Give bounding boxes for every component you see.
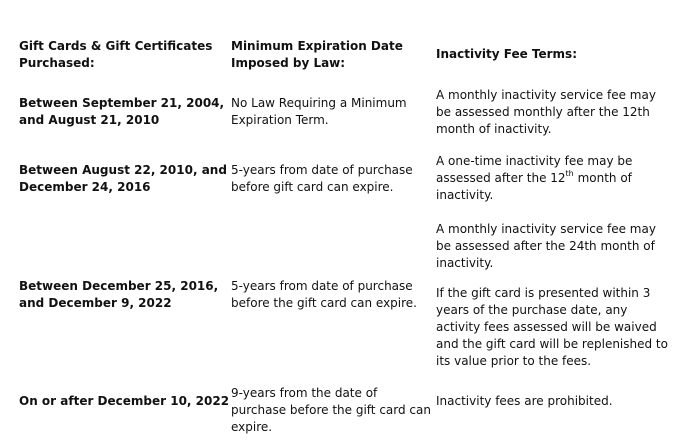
row-1-expiration: No Law Requiring a Minimum Expiration Term. bbox=[231, 96, 407, 127]
row-4-expiration: 9-years from the date of purchase before the gift card can expire. bbox=[231, 386, 431, 434]
row-3-period: Between December 25, 2016, and December 9, 2022 bbox=[19, 279, 219, 310]
row-2-fee-terms bbox=[436, 153, 674, 204]
row-3-expiration: 5-years from date of purchase before the gift card can expire. bbox=[231, 279, 417, 310]
header-purchased: Gift Cards & Gift Certificates Purchased: bbox=[19, 39, 213, 70]
row-1-fee-terms: A monthly inactivity service fee may be assessed monthly after the 12th month of inactivity. bbox=[436, 88, 656, 136]
header-inactivity-fee: Inactivity Fee Terms: bbox=[436, 47, 577, 61]
header-minimum-expiration: Minimum Expiration Date Imposed by Law: bbox=[231, 39, 403, 70]
row-3-fee-terms: A monthly inactivity service fee may be assessed after the 24th month of inactivity. bbox=[436, 222, 656, 270]
row-3-fee-terms-waiver: If the gift card is presented within 3 years of the purchase date, any activity fees assessed will be waived and the gift card will be replenished to its value prior to the fees. bbox=[436, 286, 668, 368]
row-1-period: Between September 21, 2004, and August 21, 2010 bbox=[19, 96, 225, 127]
row-2-expiration: 5-years from date of purchase before gift card can expire. bbox=[231, 163, 413, 194]
row-2-fee-superscript: th bbox=[565, 169, 574, 178]
row-2-fee-text: A one-time inactivity fee may be assessed after the 12 bbox=[436, 154, 633, 185]
row-2-fee-text-end: month of inactivity. bbox=[436, 171, 632, 202]
row-4-fee-terms: Inactivity fees are prohibited. bbox=[436, 394, 613, 408]
row-2-period: Between August 22, 2010, and December 24, 2016 bbox=[19, 163, 227, 194]
row-4-period: On or after December 10, 2022 bbox=[19, 394, 230, 408]
